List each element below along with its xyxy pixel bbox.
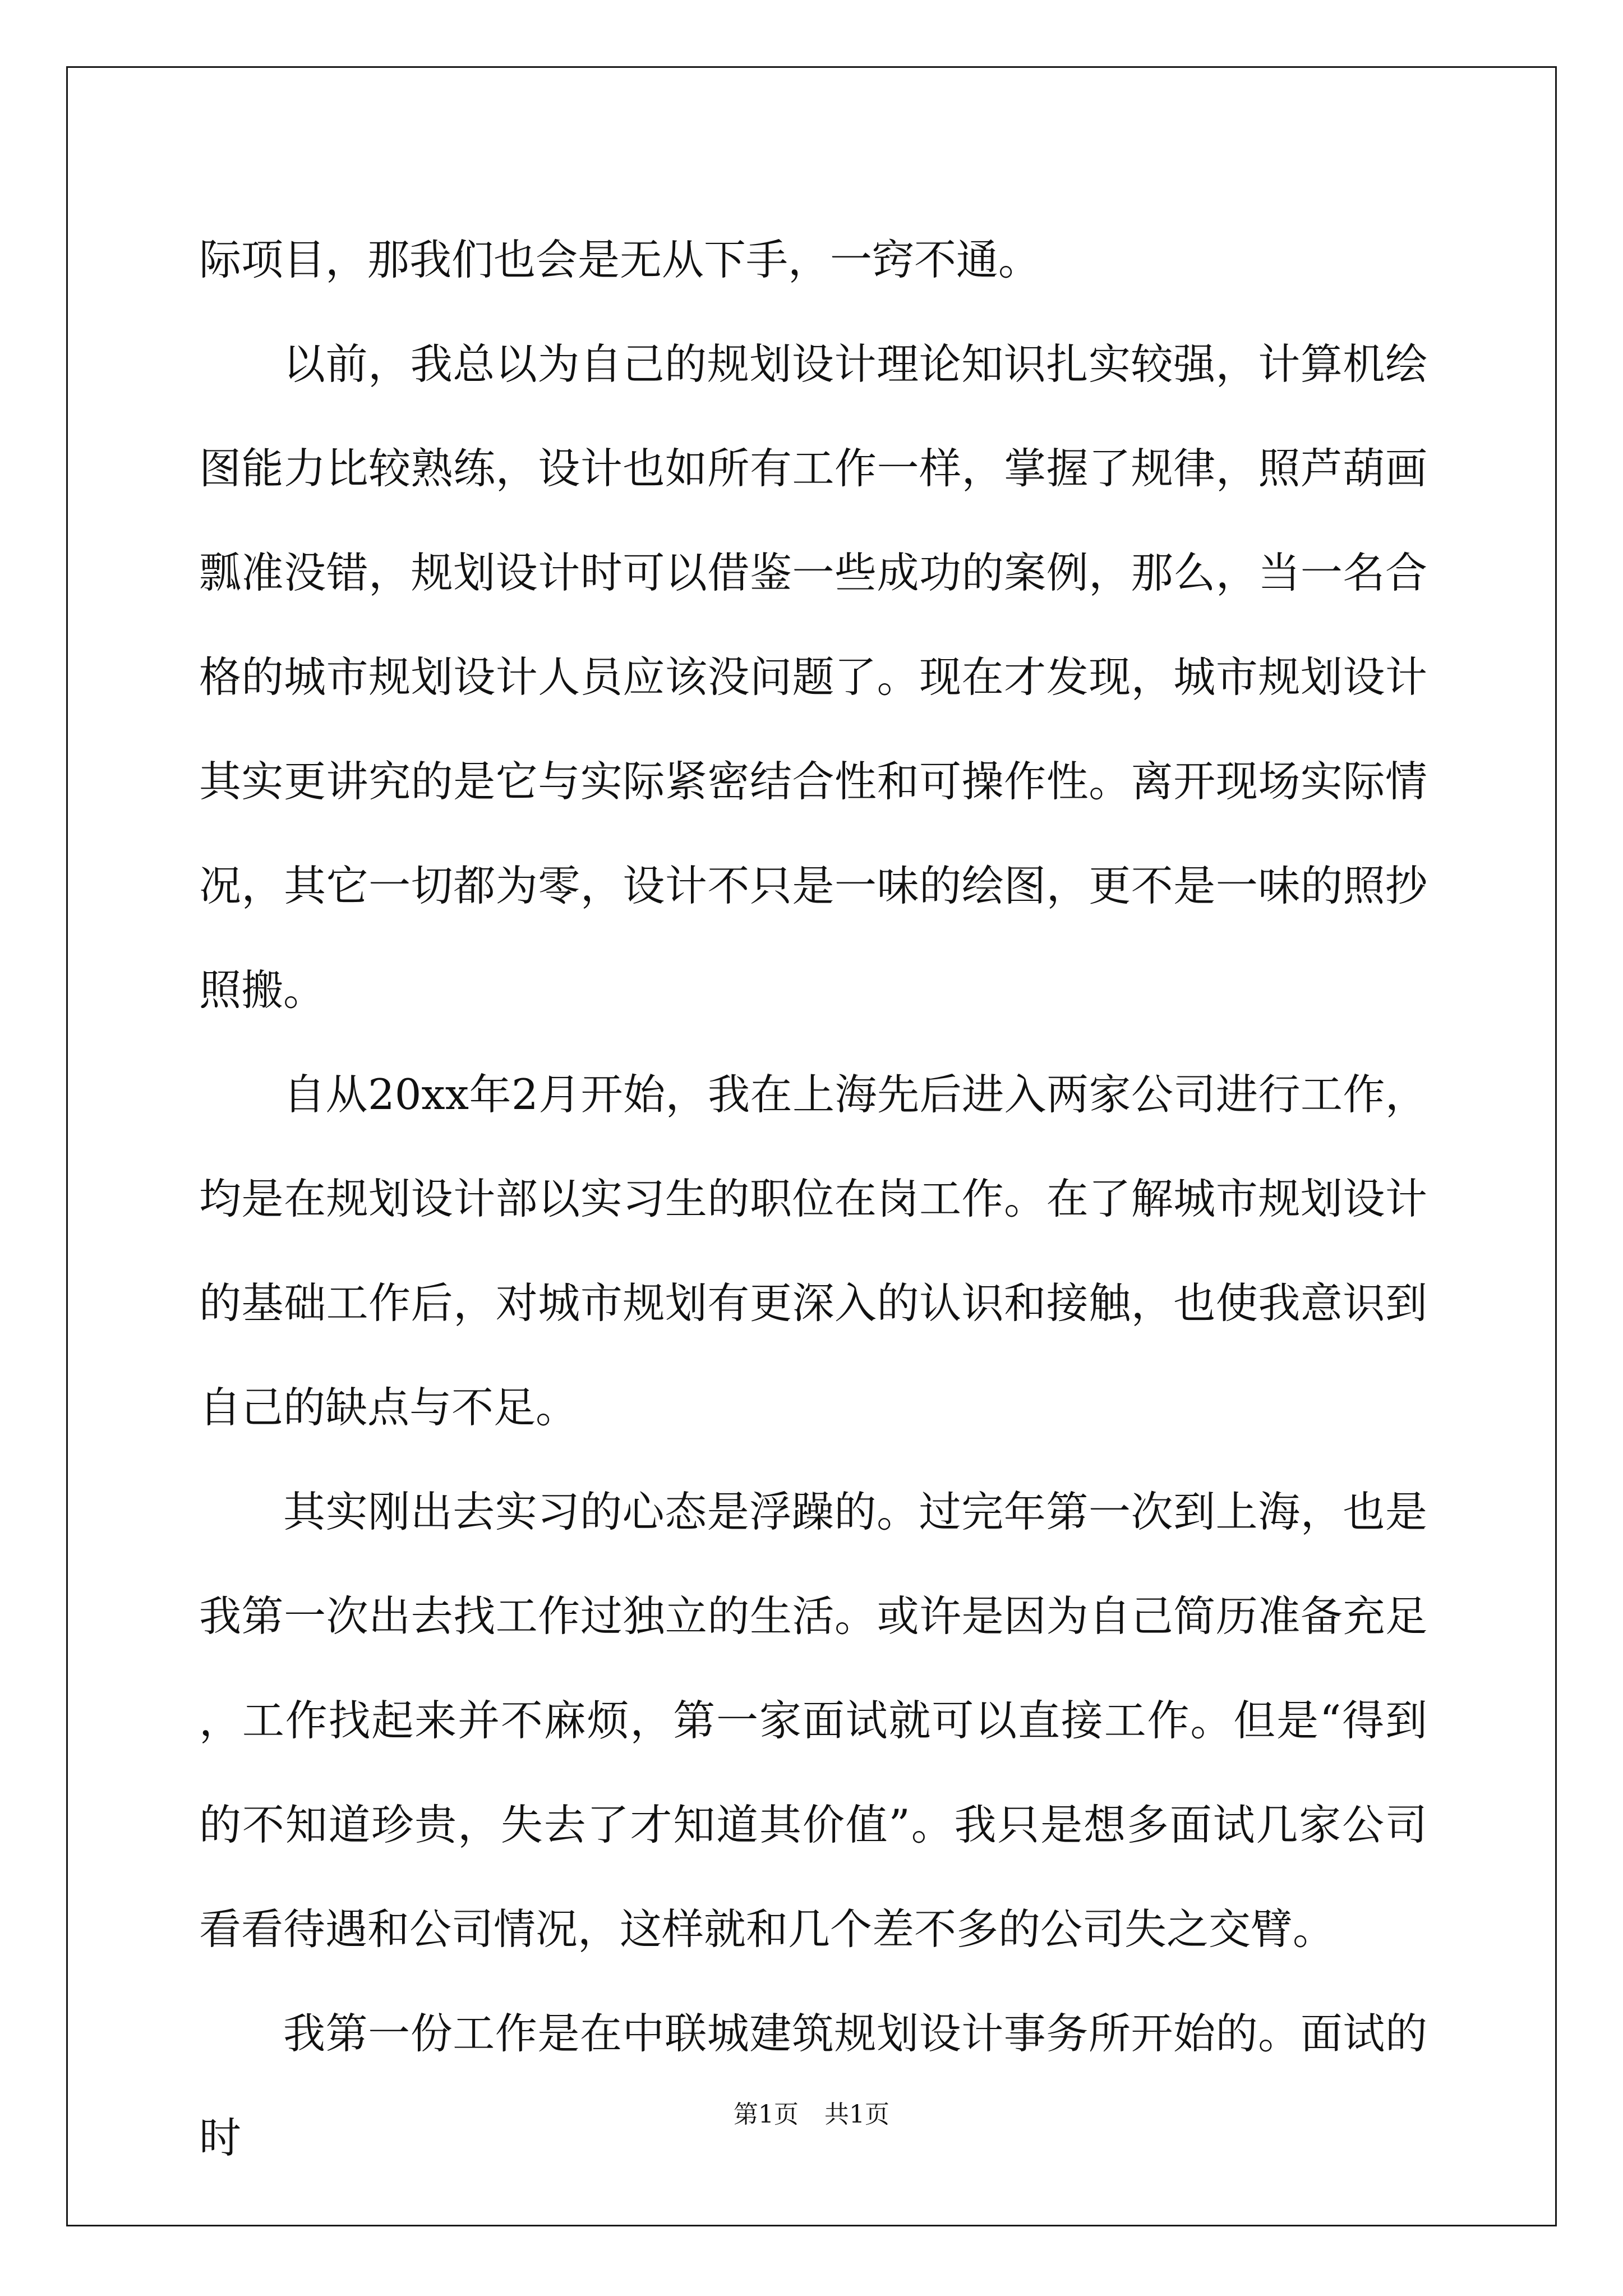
- paragraph-3: 自从20xx年2月开始，我在上海先后进入两家公司进行工作，均是在规划设计部以实习生的职位在岗工作。在了解城市规划设计的基础工作后，对城市规划有更深入的认识和接触，也使我意识到自己的缺点与不足。: [199, 1070, 1427, 1432]
- page-footer: [0, 2094, 1623, 2130]
- page-number-total: 共1页: [824, 2100, 889, 2129]
- paragraph-1: 际项目，那我们也会是无从下手，一窍不通。: [199, 235, 1041, 284]
- paragraph-5: 我第一份工作是在中联城建筑规划设计事务所开始的。面试的时: [199, 2009, 1427, 2162]
- paragraph-2: 以前，我总以为自己的规划设计理论知识扎实较强，计算机绘图能力比较熟练，设计也如所有工作一样，掌握了规律，照芦葫画瓢准没错，规划设计时可以借鉴一些成功的案例，那么，当一名合格的城市规划设计人员应该没问题了。现在才发现，城市规划设计其实更讲究的是它与实际紧密结合性和可操作性。离开现场实际情况，其它一切都为零，设计不只是一味的绘图，更不是一味的照抄照搬。: [199, 339, 1427, 1015]
- document-body: [199, 208, 1427, 2190]
- paragraph-4: 其实刚出去实习的心态是浮躁的。过完年第一次到上海，也是我第一次出去找工作过独立的生活。或许是因为自己简历准备充足，工作找起来并不麻烦，第一家面试就可以直接工作。但是“得到的不知道珍贵，失去了才知道其价值”。我只是想多面试几家公司看看待遇和公司情况，这样就和几个差不多的公司失之交臂。: [199, 1487, 1427, 1954]
- page-number-current: 第1页: [734, 2100, 799, 2129]
